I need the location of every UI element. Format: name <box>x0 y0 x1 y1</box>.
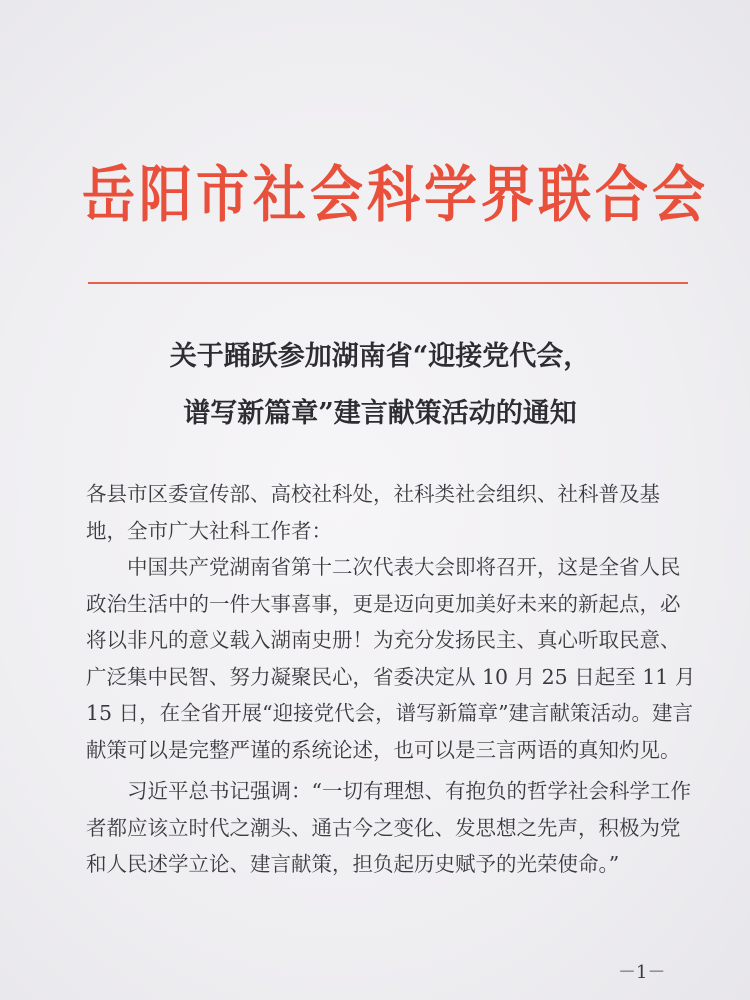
body-paragraph-2: 习近平总书记强调：“一切有理想、有抱负的哲学社会科学工作者都应该立时代之潮头、通古今之变化、发思想之先声，积极为党和人民述学立论、建言献策，担负起历史赋予的光荣使命。” <box>86 779 691 876</box>
document-title-line-1: 关于踊跃参加湖南省“迎接党代会， <box>169 341 591 372</box>
page-number: －1－ <box>618 962 666 983</box>
document-title-line-2: 谱写新篇章”建言献策活动的通知 <box>183 398 577 429</box>
document-body <box>86 476 696 883</box>
letterhead-divider <box>88 282 688 284</box>
document-title <box>100 328 660 442</box>
addressee-paragraph: 各县市区委宣传部、高校社科处，社科类社会组织、社科普及基地，全市广大社科工作者： <box>86 482 660 543</box>
organization-letterhead: 岳阳市社会科学界联合会 <box>82 159 709 231</box>
body-paragraph-1: 中国共产党湖南省第十二次代表大会即将召开，这是全省人民政治生活中的一件大事喜事，更是迈向更加美好未来的新起点，必将以非凡的意义载入湖南史册！为充分发扬民主、真心听取民意、广泛集中民智、努力凝聚民心，省委决定从 10 月 25 日起至 11 月 15 日，在全省开展“迎接党代会，谱写新篇章”建言献策活动。建言献策可以是完整严谨的系统论述，也可以是三言两语的真知灼见。 <box>86 555 696 762</box>
